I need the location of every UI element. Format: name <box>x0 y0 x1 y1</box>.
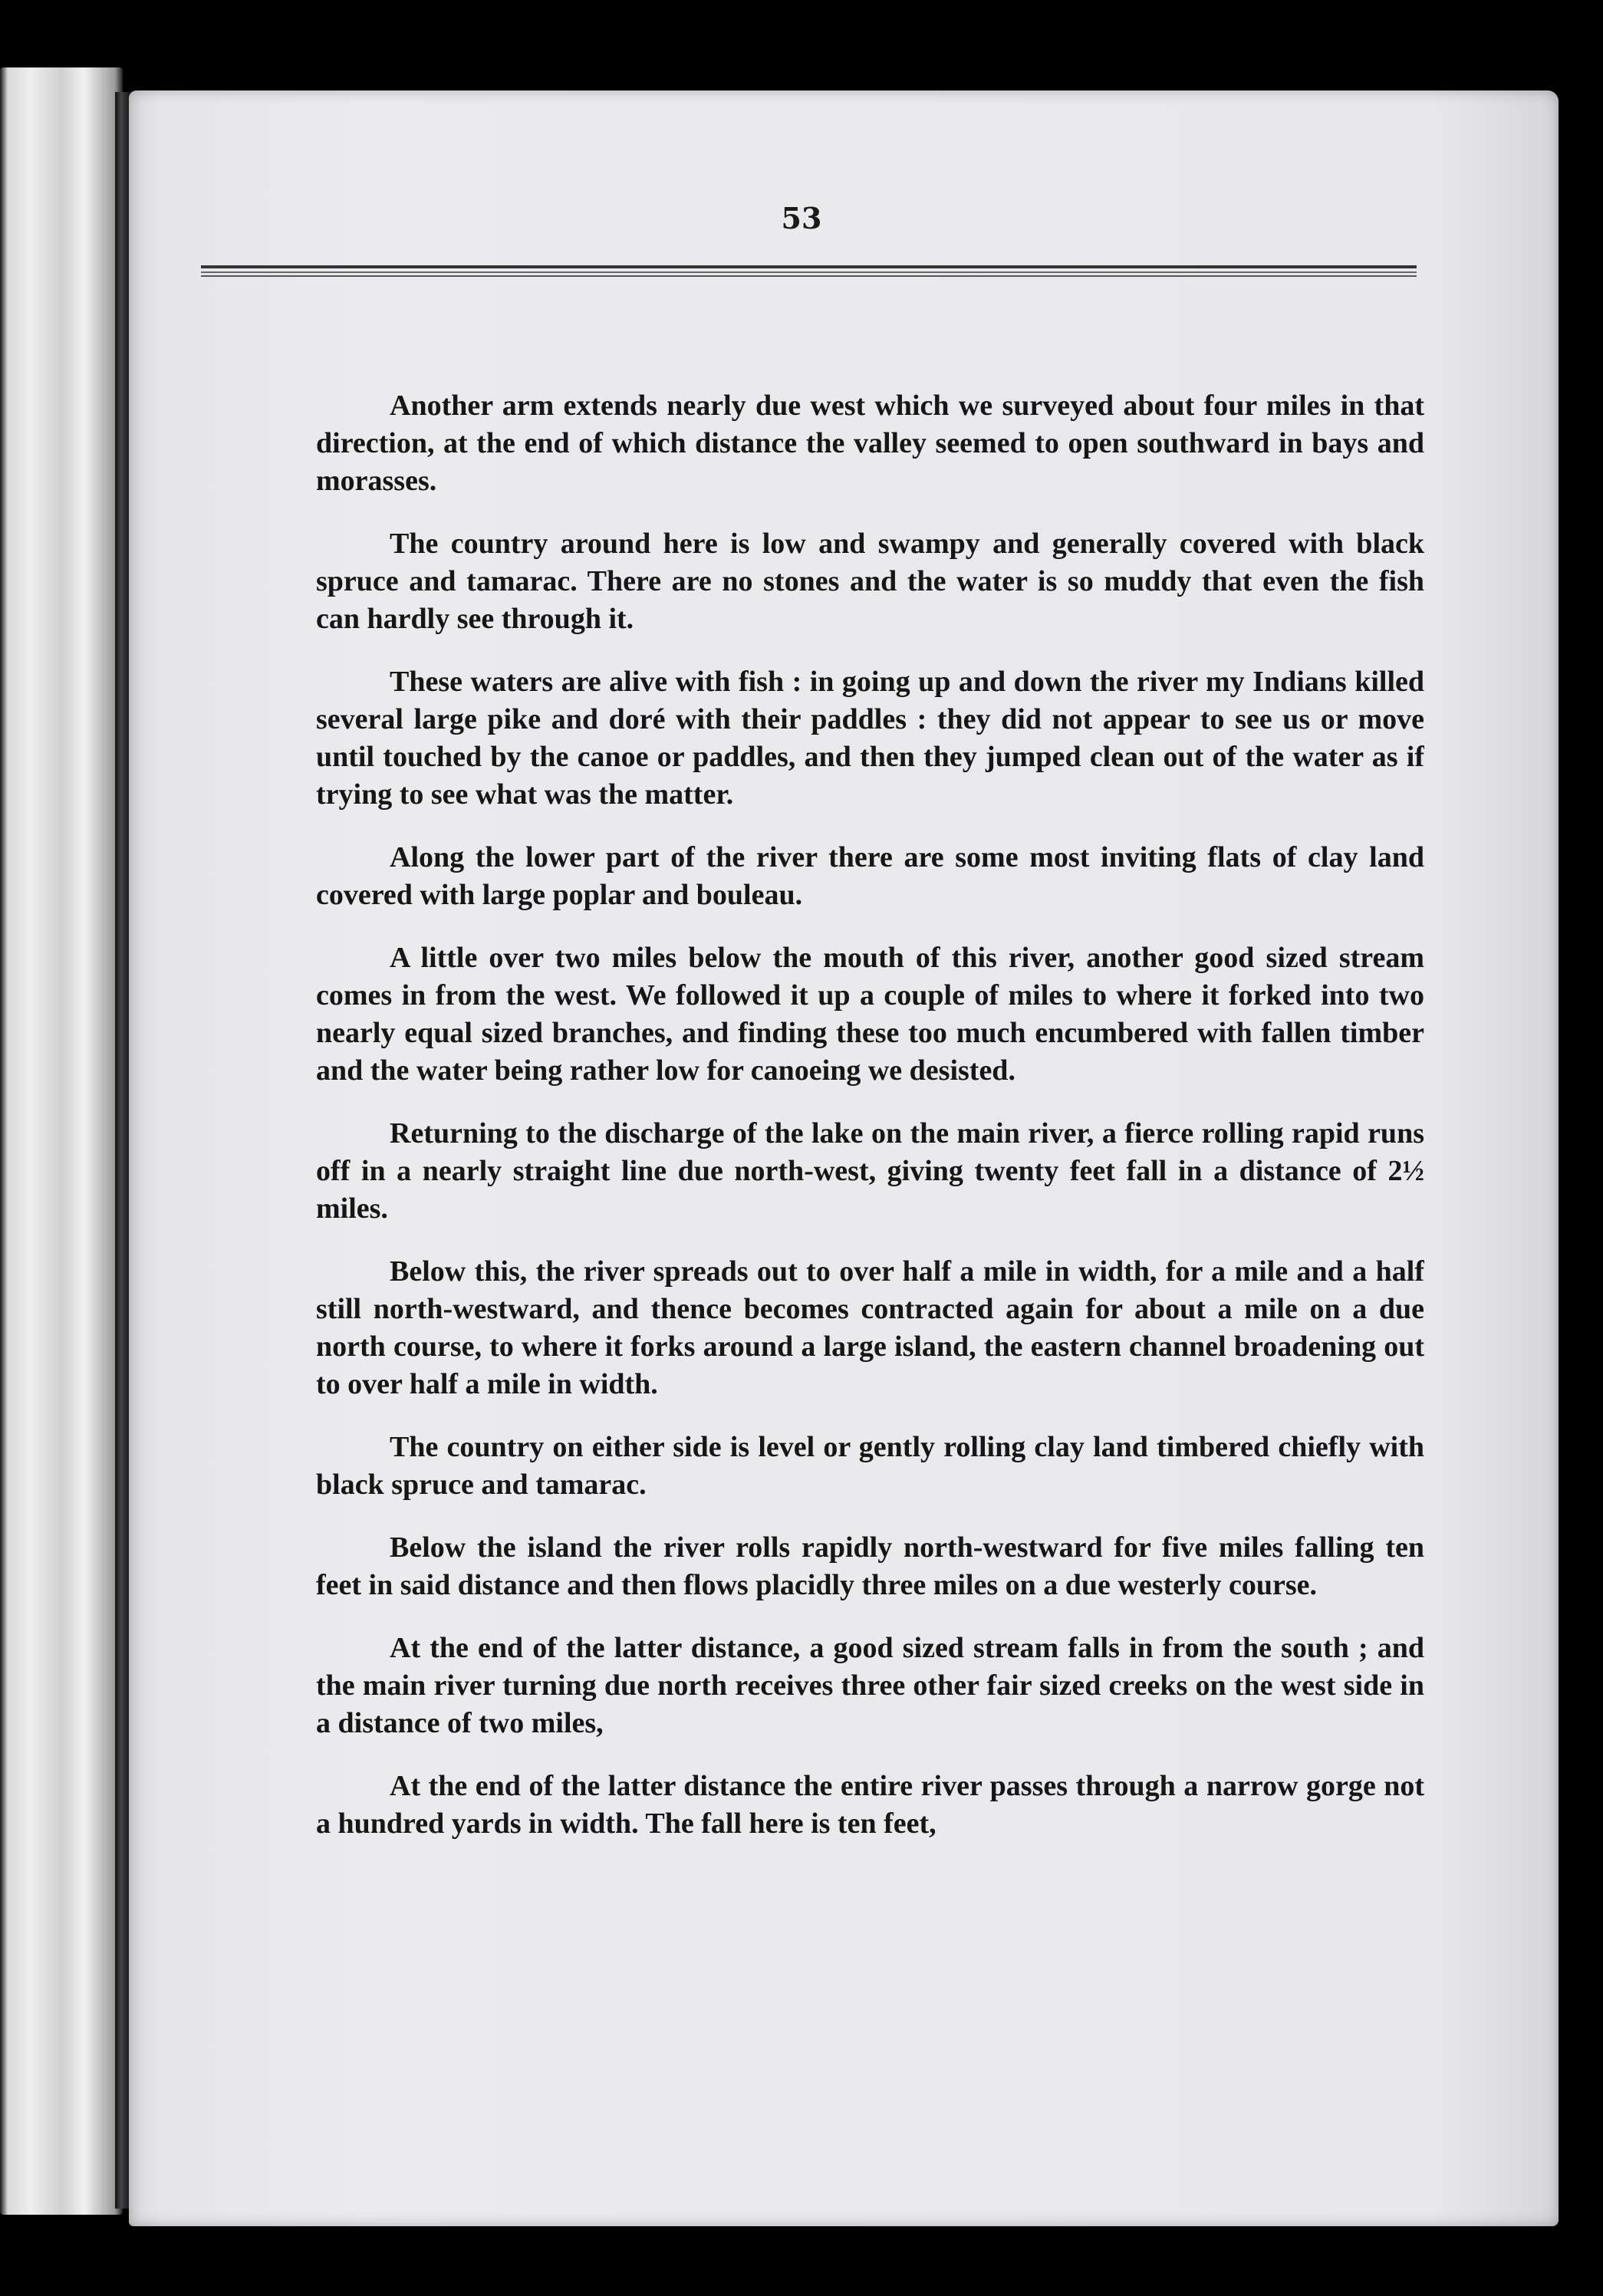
paragraph: Another arm extends nearly due west which we surveyed about four miles in that direction, at the end of which distance the valley seemed to open southward in bays and morasses. <box>316 390 1424 497</box>
paragraph: Returning to the discharge of the lake on the main river, a fierce rolling rapid runs off in a nearly straight line due north-west, giving twenty feet fall in a distance of 2½ miles. <box>316 1117 1424 1225</box>
paragraph: These waters are alive with fish : in going up and down the river my Indians killed several large pike and doré with their paddles : they did not appear to see us or move until touched by the canoe or paddles, and then they jumped clean out of the water as if trying to see what was the matter. <box>316 666 1424 811</box>
paragraph: Below this, the river spreads out to over half a mile in width, for a mile and a half still north-westward, and thence becomes contracted again for about a mile on a due north course, to where it forks around a large island, the eastern channel broadening out to over half a mile in width. <box>316 1255 1424 1400</box>
paragraph: A little over two miles below the mouth of this river, another good sized stream comes in from the west. We followed it up a couple of miles to where it forked into two nearly equal sized branches, and finding these too much encumbered with fallen timber and the water being rather low for canoeing we desisted. <box>316 942 1424 1087</box>
rule-line <box>201 275 1417 277</box>
body-text <box>316 387 1424 2128</box>
header-rule <box>201 265 1417 279</box>
paragraph: Along the lower part of the river there are some most inviting flats of clay land covered with large poplar and bouleau. <box>316 841 1424 911</box>
paragraph: The country on either side is level or gently rolling clay land timbered chiefly with black spruce and tamarac. <box>316 1431 1424 1501</box>
rule-line <box>201 265 1417 268</box>
paragraph: The country around here is low and swampy and generally covered with black spruce and tamarac. There are no stones and the water is so muddy that even the fish can hardly see through it. <box>316 528 1424 635</box>
paragraph: At the end of the latter distance the entire river passes through a narrow gorge not a hundred yards in width. The fall here is ten feet, <box>316 1770 1424 1840</box>
paragraph: Below the island the river rolls rapidly north-westward for five miles falling ten feet in said distance and then flows placidly three miles on a due westerly course. <box>316 1531 1424 1601</box>
paragraph: At the end of the latter distance, a good sized stream falls in from the south ; and the main river turning due north receives three other fair sized creeks on the west side in a distance of two miles, <box>316 1632 1424 1739</box>
page-number: 53 <box>781 201 822 235</box>
rule-line <box>201 271 1417 273</box>
previous-page-edge <box>0 67 123 2215</box>
